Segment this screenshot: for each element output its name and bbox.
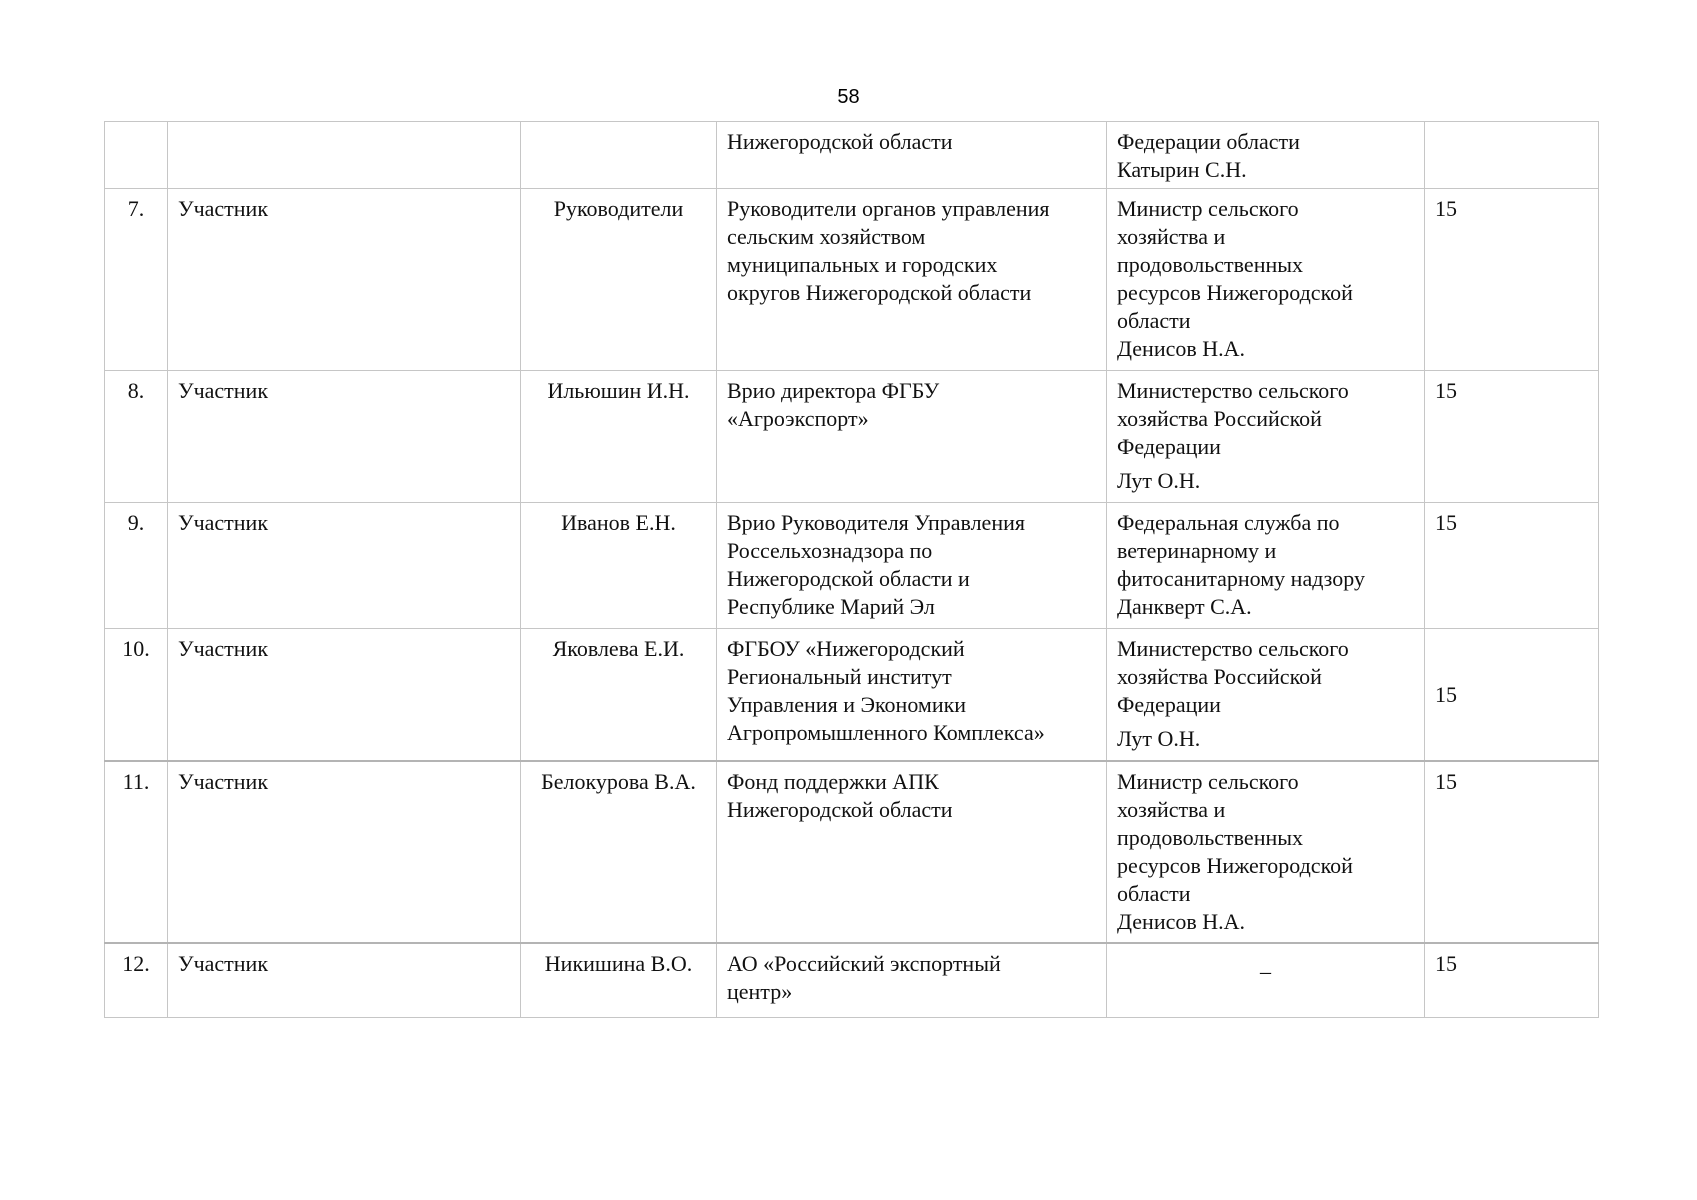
authority-signatory: Лут О.Н. [1117,726,1201,751]
count-cell: 15 [1425,943,1599,1018]
authority-cell [1107,503,1425,629]
authority-signatory: Лут О.Н. [1117,468,1201,493]
organization-line: Управления и Экономики [727,692,967,717]
role-cell: Участник [168,943,521,1018]
organization-line: Нижегородской области и [727,566,970,591]
authority-line: продовольственных [1117,252,1304,277]
organization-line: округов Нижегородской области [727,280,1032,305]
authority-line: хозяйства Российской [1117,406,1322,431]
authority-line: Катырин С.Н. [1117,157,1247,182]
authority-cell [1107,189,1425,371]
authority-line: Министр сельского [1117,768,1299,794]
row-number-cell: 7. [105,189,168,371]
role-cell: Участник [168,371,521,503]
participants-table [104,121,1599,1018]
count-cell: 15 [1425,503,1599,629]
name-cell: Яковлева Е.И. [521,629,717,761]
organization-cell [717,503,1107,629]
role-cell: Участник [168,761,521,943]
row-number-cell: 12. [105,943,168,1018]
role-cell: Участник [168,189,521,371]
organization-line: Врио Руководителя Управления [727,510,1025,535]
organization-cell [717,629,1107,761]
authority-line: Федеральная служба по [1117,510,1340,535]
role-cell [168,122,521,189]
organization-line: Нижегородской области [727,796,953,822]
authority-line: Денисов Н.А. [1117,908,1246,934]
authority-cell [1107,122,1425,189]
organization-line: Региональный институт [727,664,952,689]
name-cell: Никишина В.О. [521,943,717,1018]
authority-cell [1107,629,1425,761]
row-number-cell: 9. [105,503,168,629]
authority-line: Федерации [1117,434,1221,459]
count-cell [1425,122,1599,189]
authority-line: Министр сельского [1117,196,1299,221]
organization-line: «Агроэкспорт» [727,406,869,431]
organization-cell [717,943,1107,1018]
authority-line: ветеринарному и [1117,538,1277,563]
authority-line: фитосанитарному надзору [1117,566,1365,591]
authority-cell [1107,761,1425,943]
authority-line: области [1117,880,1191,906]
authority-line: Федерации [1117,692,1221,717]
table-row [105,503,1599,629]
name-cell [521,122,717,189]
authority-line: Министерство сельского [1117,378,1349,403]
count-cell: 15 [1425,629,1599,761]
name-cell: Белокурова В.А. [521,761,717,943]
organization-line: Нижегородской области [727,129,953,154]
organization-cell [717,761,1107,943]
authority-dash: _ [1260,950,1271,976]
authority-line: хозяйства и [1117,796,1226,822]
authority-line: ресурсов Нижегородской [1117,852,1353,878]
table-row [105,761,1599,943]
count-cell: 15 [1425,761,1599,943]
authority-line: хозяйства Российской [1117,664,1322,689]
authority-line: ресурсов Нижегородской [1117,280,1353,305]
name-cell: Ильюшин И.Н. [521,371,717,503]
organization-cell [717,189,1107,371]
authority-line: хозяйства и [1117,224,1226,249]
page-number: 58 [837,86,860,108]
authority-line: продовольственных [1117,824,1304,850]
organization-line: Фонд поддержки АПК [727,768,939,794]
organization-line: Республике Марий Эл [727,594,935,619]
row-number-cell [105,122,168,189]
role-cell: Участник [168,629,521,761]
row-number-cell: 8. [105,371,168,503]
organization-line: Руководители органов управления [727,196,1050,221]
authority-line: Денисов Н.А. [1117,336,1246,361]
authority-line: Данкверт С.А. [1117,594,1252,619]
table-row [105,189,1599,371]
authority-line: Министерство сельского [1117,636,1349,661]
table-row [105,122,1599,189]
authority-cell [1107,371,1425,503]
organization-cell [717,122,1107,189]
row-number-cell: 11. [105,761,168,943]
authority-line: Федерации области [1117,129,1300,154]
role-cell: Участник [168,503,521,629]
row-number-cell: 10. [105,629,168,761]
organization-line: ФГБОУ «Нижегородский [727,636,965,661]
table-row [105,371,1599,503]
authority-line: области [1117,308,1191,333]
organization-line: сельским хозяйством [727,224,926,249]
table-row [105,943,1599,1018]
organization-line: центр» [727,978,793,1004]
organization-cell [717,371,1107,503]
name-cell: Руководители [521,189,717,371]
authority-cell [1107,943,1425,1018]
organization-line: Врио директора ФГБУ [727,378,940,403]
count-cell: 15 [1425,371,1599,503]
count-cell: 15 [1425,189,1599,371]
name-cell: Иванов Е.Н. [521,503,717,629]
organization-line: муниципальных и городских [727,252,998,277]
organization-line: Агропромышленного Комплекса» [727,720,1045,745]
table-row [105,629,1599,761]
organization-line: Россельхознадзора по [727,538,933,563]
organization-line: АО «Российский экспортный [727,950,1001,976]
